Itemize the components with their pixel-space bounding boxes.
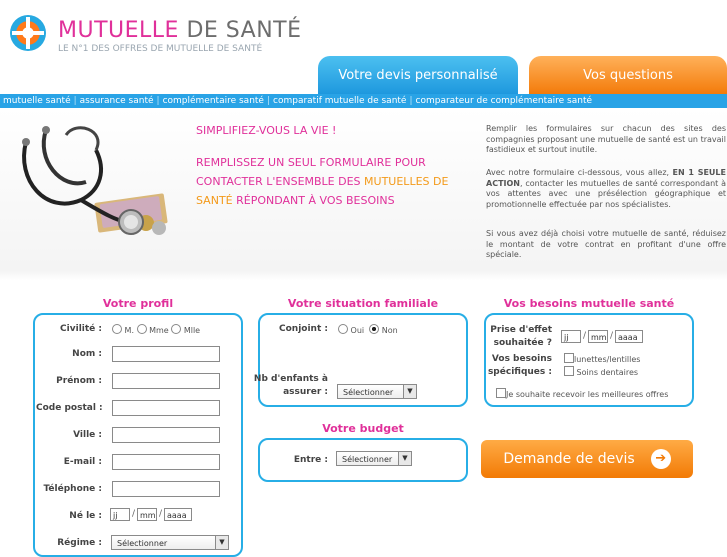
brand-name[interactable] [58,18,302,43]
conjoint-options [338,324,398,335]
hero-subheadline [196,153,470,210]
birth-month-input[interactable]: mm [137,508,157,521]
budget-value: Sélectionner [342,455,393,464]
offres-label: Je souhaite recevoir les meilleures offres [506,390,669,399]
birth-day-input[interactable]: jj [110,508,130,521]
nav-item-comparatif[interactable]: comparatif mutuelle de santé [273,96,407,106]
prise-effet-line1: Prise d'effet [490,325,552,335]
date-slash: / [583,331,587,341]
telephone-input[interactable] [112,481,220,497]
nav-separator: | [409,96,413,106]
stethoscope-image [6,120,176,240]
civilite-label: Civilité : [60,324,102,334]
besoins-title: Vos besoins mutuelle santé [503,297,675,310]
oui-label: Oui [350,326,365,335]
prenom-input[interactable] [112,373,220,389]
hero-sub-a: REMPLISSEZ UN SEUL FORMULAIRE POUR CONTACTER L'ENSEMBLE DES [196,156,426,188]
hero-p2-b: , contacter les mutuelles de santé correspondant à vos attentes avec une présélection géographique et promotionnelle effectuée par nos spécialistes. [486,178,726,209]
tagline: LE N°1 DES OFFRES DE MUTUELLE DE SANTÉ [58,44,263,54]
opt-dentaires [564,366,638,377]
radio-m[interactable] [112,324,122,334]
hero-sub-c: RÉPONDANT À VOS BESOINS [236,194,395,207]
hero-sub-b: MUTUELLES DE SANTÉ [196,175,449,207]
logo-cross-horizontal [12,31,44,35]
enfants-value: Sélectionner [343,388,394,397]
nav-bar [0,94,727,108]
besoins-specifiques-label [486,353,552,379]
date-slash: / [132,509,136,519]
hero-p2-bold: EN 1 SEULE ACTION [486,168,726,188]
ne-le-label: Né le : [69,511,102,521]
birth-year-input[interactable]: aaaa [164,508,192,521]
prise-effet-label [486,324,552,350]
brand-part2: DE SANTÉ [186,18,302,43]
date-slash: / [159,509,163,519]
hero-headline: SIMPLIFIEZ-VOUS LA VIE ! [196,124,337,137]
nav-separator: | [73,96,77,106]
tab-devis[interactable]: Votre devis personnalisé [318,56,518,94]
hero-p2-a: Avec notre formulaire ci-dessous, vous allez, [486,168,670,177]
nav-item-assurance-sante[interactable]: assurance santé [79,96,154,106]
enfants-label-line2: assurer : [283,387,328,397]
besoins-line2: spécifiques : [487,367,552,377]
non-label: Non [381,326,398,335]
budget-title: Votre budget [322,422,404,435]
arrow-right-icon: ➔ [651,449,671,469]
dentaires-label: Soins dentaires [576,368,639,377]
civ-mlle-label: Mlle [183,326,201,335]
email-input[interactable] [112,454,220,470]
code-postal-label: Code postal : [36,403,103,413]
enfants-label-line1: Nb d'enfants à [253,374,328,384]
prise-effet-line2: souhaitée ? [493,338,552,348]
telephone-label: Téléphone : [43,484,102,494]
civ-mme-label: Mme [149,326,169,335]
cta-label: Demande de devis [503,451,635,467]
offres-checkbox[interactable] [496,388,506,398]
nom-label: Nom : [72,349,102,359]
nav-separator: | [156,96,160,106]
hero-paragraph-3: Si vous avez déjà choisi votre mutuelle de santé, réduisez le montant de votre contrat en profitant d'une offre spéciale. [486,229,726,259]
chevron-down-icon: ▼ [215,536,228,549]
radio-mme[interactable] [137,324,147,334]
enfants-label [246,373,328,399]
ville-input[interactable] [112,427,220,443]
ville-label: Ville : [73,430,102,440]
brand-part1: MUTUELLE [58,18,179,43]
opt-lunettes [564,353,640,364]
effet-day-input[interactable]: jj [561,330,581,343]
prenom-label: Prénom : [56,376,102,386]
code-postal-input[interactable] [112,400,220,416]
profil-title: Votre profil [102,297,174,310]
chevron-down-icon: ▼ [398,452,411,465]
lunettes-checkbox[interactable] [564,353,574,363]
tab-questions[interactable]: Vos questions [529,56,727,94]
radio-mlle[interactable] [171,324,181,334]
nav-separator: | [266,96,271,106]
offres-option [496,388,668,399]
dentaires-checkbox[interactable] [564,366,574,376]
email-label: E-mail : [63,457,102,467]
besoins-line1: Vos besoins [491,354,552,364]
civilite-options [112,324,200,335]
budget-select[interactable] [336,451,412,466]
nav-item-mutuelle-sante[interactable]: mutuelle santé [3,96,71,106]
radio-non[interactable] [369,324,379,334]
situation-title: Votre situation familiale [287,297,439,310]
radio-oui[interactable] [338,324,348,334]
nom-input[interactable] [112,346,220,362]
enfants-select[interactable] [337,384,417,399]
date-slash: / [610,331,614,341]
conjoint-label: Conjoint : [279,324,328,334]
regime-value: Sélectionner [117,539,168,548]
regime-select[interactable] [111,535,229,550]
regime-label: Régime : [57,538,102,548]
civ-m-label: M. [124,326,134,335]
nav-item-comparateur[interactable]: comparateur de complémentaire santé [415,96,593,106]
effet-month-input[interactable]: mm [588,330,608,343]
lunettes-label: lunettes/lentilles [574,355,641,364]
divider [0,270,727,280]
hero-paragraph-1: Remplir les formulaires sur chacun des sites des compagnies proposant une mutuelle de santé est un travail fastidieux et surtout inutile. [486,124,726,154]
chevron-down-icon: ▼ [403,385,416,398]
effet-year-input[interactable]: aaaa [615,330,643,343]
nav-item-complementaire-sante[interactable]: complémentaire santé [162,96,264,106]
demande-devis-button[interactable] [481,440,693,478]
entre-label: Entre : [293,455,328,465]
hero-paragraph-2 [486,168,726,210]
